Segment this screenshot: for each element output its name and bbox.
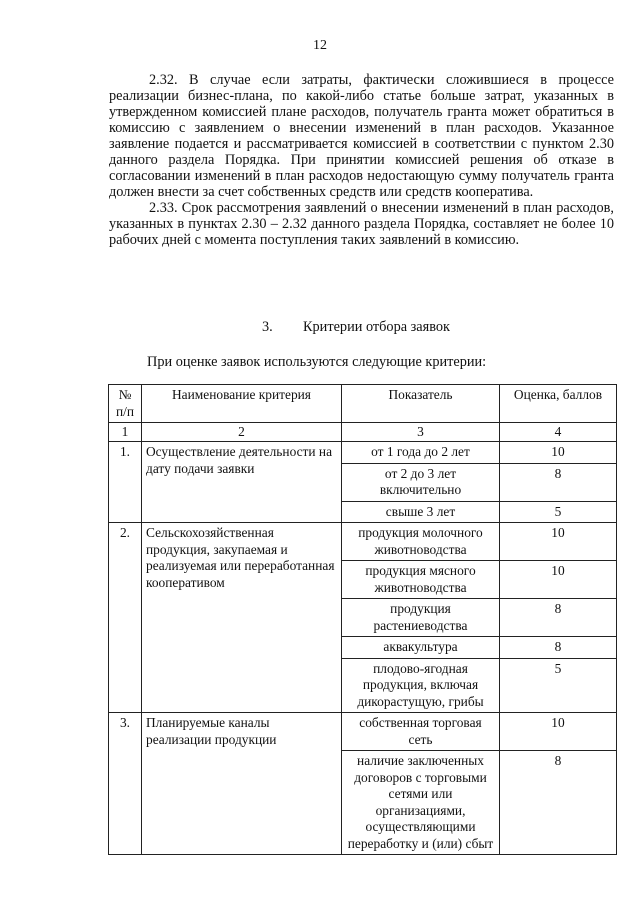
body-text <box>109 72 614 248</box>
column-number: 2 <box>142 423 342 442</box>
indicator-text: наличие заключенных договоров с торговыми сетями или организациями, осуществляющими переработку и (или) сбыт <box>342 751 500 855</box>
page-number: 12 <box>313 38 327 53</box>
indicator-score: 10 <box>500 561 617 599</box>
indicator-text: продукция мясного животноводства <box>342 561 500 599</box>
indicator-score: 5 <box>500 658 617 713</box>
indicator-text: плодово-ягодная продукция, включая дикорастущую, грибы <box>342 658 500 713</box>
indicator-score: 10 <box>500 713 617 751</box>
column-number: 4 <box>500 423 617 442</box>
header-indicator: Показатель <box>342 385 500 423</box>
indicator-text: продукция молочного животноводства <box>342 523 500 561</box>
table-row <box>109 442 617 464</box>
indicator-text: свыше 3 лет <box>342 501 500 523</box>
criterion-name: Осуществление деятельности на дату подачи заявки <box>142 442 342 523</box>
header-row <box>109 385 617 423</box>
criterion-name: Планируемые каналы реализации продукции <box>142 713 342 855</box>
criterion-number: 3. <box>109 713 142 855</box>
criterion-name: Сельскохозяйственная продукция, закупаемая и реализуемая или переработанная кооперативом <box>142 523 342 713</box>
header-score: Оценка, баллов <box>500 385 617 423</box>
table-row <box>109 713 617 751</box>
criterion-number: 1. <box>109 442 142 523</box>
indicator-text: от 1 года до 2 лет <box>342 442 500 464</box>
column-number-row <box>109 423 617 442</box>
criteria-table <box>108 384 617 855</box>
section-number: 3. <box>262 319 273 335</box>
header-num: № п/п <box>109 385 142 423</box>
indicator-score: 8 <box>500 637 617 659</box>
indicator-score: 8 <box>500 599 617 637</box>
indicator-score: 8 <box>500 463 617 501</box>
paragraph-2-33: 2.33. Срок рассмотрения заявлений о внесении изменений в план расходов, указанных в пунктах 2.30 – 2.32 данного раздела Порядка, составляет не более 10 рабочих дней с момента поступления таких заявлений в комиссию. <box>109 200 614 248</box>
table-row <box>109 523 617 561</box>
indicator-text: собственная торговая сеть <box>342 713 500 751</box>
indicator-score: 5 <box>500 501 617 523</box>
indicator-text: продукция растениеводства <box>342 599 500 637</box>
indicator-score: 10 <box>500 442 617 464</box>
section-title: Критерии отбора заявок <box>303 319 450 335</box>
column-number: 1 <box>109 423 142 442</box>
indicator-text: аквакультура <box>342 637 500 659</box>
criterion-number: 2. <box>109 523 142 713</box>
indicator-score: 8 <box>500 751 617 855</box>
header-criterion: Наименование критерия <box>142 385 342 423</box>
criteria-intro: При оценке заявок используются следующие критерии: <box>147 354 487 370</box>
paragraph-2-32: 2.32. В случае если затраты, фактически сложившиеся в процессе реализации бизнес-плана, по какой-либо статье больше затрат, указанных в утвержденном комиссией плане расходов, получатель гранта может обратиться в комиссию с заявлением о внесении изменений в план расходов. Указанное заявление подается и рассматривается комиссией в соответствии с пунктом 2.30 данного раздела Порядка. При принятии комиссией решения об отказе в согласовании изменений в план расходов недостающую сумму получатель гранта должен внести за счет собственных средств или средств кооператива. <box>109 72 614 200</box>
indicator-text: от 2 до 3 лет включительно <box>342 463 500 501</box>
indicator-score: 10 <box>500 523 617 561</box>
column-number: 3 <box>342 423 500 442</box>
